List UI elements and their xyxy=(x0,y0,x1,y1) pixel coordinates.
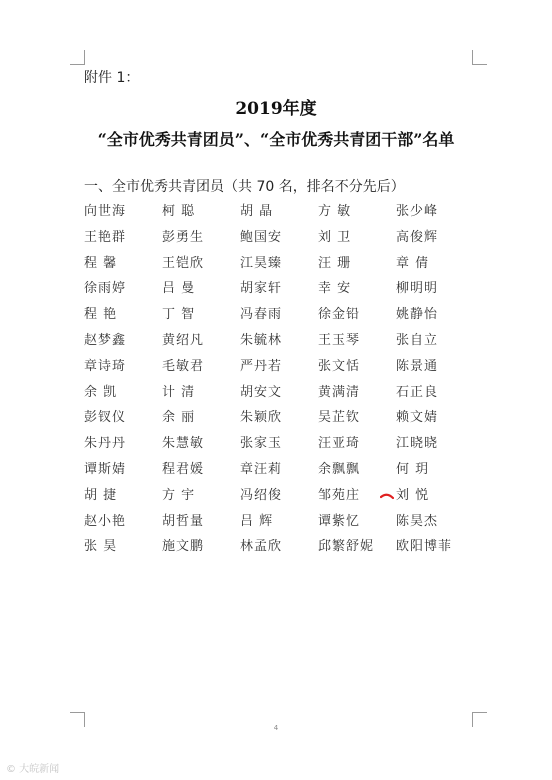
list-item: 石正良 xyxy=(396,384,439,400)
list-item: 胡哲量 xyxy=(162,513,205,529)
list-item: 计 清 xyxy=(162,384,196,400)
list-item: 吴芷钦 xyxy=(318,410,361,426)
list-item: 章 倩 xyxy=(396,255,430,271)
list-item: 冯绍俊 xyxy=(240,487,283,503)
list-item: 程君媛 xyxy=(162,461,205,477)
list-item: 王铠欣 xyxy=(162,255,205,271)
list-item: 余飘飘 xyxy=(318,461,361,477)
list-item: 邱繁舒妮 xyxy=(318,539,375,555)
list-item: 章汪莉 xyxy=(240,461,283,477)
list-item: 丁 智 xyxy=(162,307,196,323)
list-item: 余 丽 xyxy=(162,410,196,426)
list-item: 张文恬 xyxy=(318,358,361,374)
page-number: 4 xyxy=(273,724,279,732)
list-item: 汪 珊 xyxy=(318,255,352,271)
list-item: 赖文婧 xyxy=(396,410,439,426)
list-item: 胡 晶 xyxy=(240,204,274,219)
list-item: 黄绍凡 xyxy=(162,332,205,348)
page-title: “全市优秀共青团员”、“全市优秀共青团干部”名单 xyxy=(97,130,455,149)
list-item: 幸 安 xyxy=(318,281,352,297)
list-item: 王玉琴 xyxy=(318,332,361,348)
list-item: 欧阳博菲 xyxy=(396,539,453,555)
list-item: 方 敏 xyxy=(318,204,352,219)
crop-mark-top-left xyxy=(70,50,85,65)
list-item: 鲍国安 xyxy=(240,229,283,245)
list-item: 王艳群 xyxy=(84,229,127,245)
list-item: 方 宇 xyxy=(162,487,196,503)
list-item: 毛敏君 xyxy=(162,358,205,374)
list-item: 冯春雨 xyxy=(240,307,283,323)
name-list xyxy=(84,200,474,561)
list-item: 严丹若 xyxy=(240,358,283,374)
list-item: 柳明明 xyxy=(396,281,439,297)
list-item: 姚静怡 xyxy=(396,307,439,323)
list-item: 吕 曼 xyxy=(162,281,196,297)
list-item: 刘 悦 xyxy=(396,487,430,503)
list-item: 林孟欣 xyxy=(240,539,283,555)
list-item: 张家玉 xyxy=(240,436,283,452)
list-item: 朱颖欣 xyxy=(240,410,283,426)
list-item: 赵小艳 xyxy=(84,513,127,529)
list-item: 吕 辉 xyxy=(240,513,274,529)
list-item: 张自立 xyxy=(396,332,439,348)
list-item: 江昊臻 xyxy=(240,255,283,271)
list-item: 刘 卫 xyxy=(318,229,352,245)
list-item: 陈昊杰 xyxy=(396,513,439,529)
list-item: 向世海 xyxy=(84,204,127,219)
list-item: 张 昊 xyxy=(84,539,118,555)
list-item: 谭紫忆 xyxy=(318,513,361,529)
list-item: 彭勇生 xyxy=(162,229,205,245)
watermark: © 大皖新闻 xyxy=(6,764,60,775)
list-item: 胡安文 xyxy=(240,384,283,400)
list-item: 余 凯 xyxy=(84,384,118,400)
list-item: 胡 捷 xyxy=(84,487,118,503)
section-heading: 一、全市优秀共青团员（共 70 名，排名不分先后） xyxy=(84,179,405,195)
list-item: 胡家轩 xyxy=(240,281,283,297)
list-item: 柯 聪 xyxy=(162,204,196,219)
list-item: 高俊辉 xyxy=(396,229,439,245)
list-item: 施文鹏 xyxy=(162,539,205,555)
list-item: 谭斯婧 xyxy=(84,461,127,477)
list-item: 张少峰 xyxy=(396,204,439,219)
attachment-label: 附件 1： xyxy=(84,70,140,86)
list-item: 朱慧敏 xyxy=(162,436,205,452)
list-item: 黄满清 xyxy=(318,384,361,400)
list-item: 汪亚琦 xyxy=(318,436,361,452)
list-item: 何 玥 xyxy=(396,461,430,477)
list-item: 程 艳 xyxy=(84,307,118,323)
list-item: 徐雨婷 xyxy=(84,281,127,297)
title-year: 2019年度 xyxy=(235,99,317,119)
red-pen-mark xyxy=(380,492,394,500)
list-item: 朱丹丹 xyxy=(84,436,127,452)
list-item: 朱毓林 xyxy=(240,332,283,348)
list-item: 彭钗仪 xyxy=(84,410,127,426)
list-item: 江晓晓 xyxy=(396,436,439,452)
list-item: 赵梦鑫 xyxy=(84,332,127,348)
list-item: 程 馨 xyxy=(84,255,118,271)
list-item: 徐金铅 xyxy=(318,307,361,323)
list-item: 陈景通 xyxy=(396,358,439,374)
crop-mark-top-right xyxy=(472,50,487,65)
list-item: 邹苑庄 xyxy=(318,487,361,503)
list-item: 章诗琦 xyxy=(84,358,127,374)
